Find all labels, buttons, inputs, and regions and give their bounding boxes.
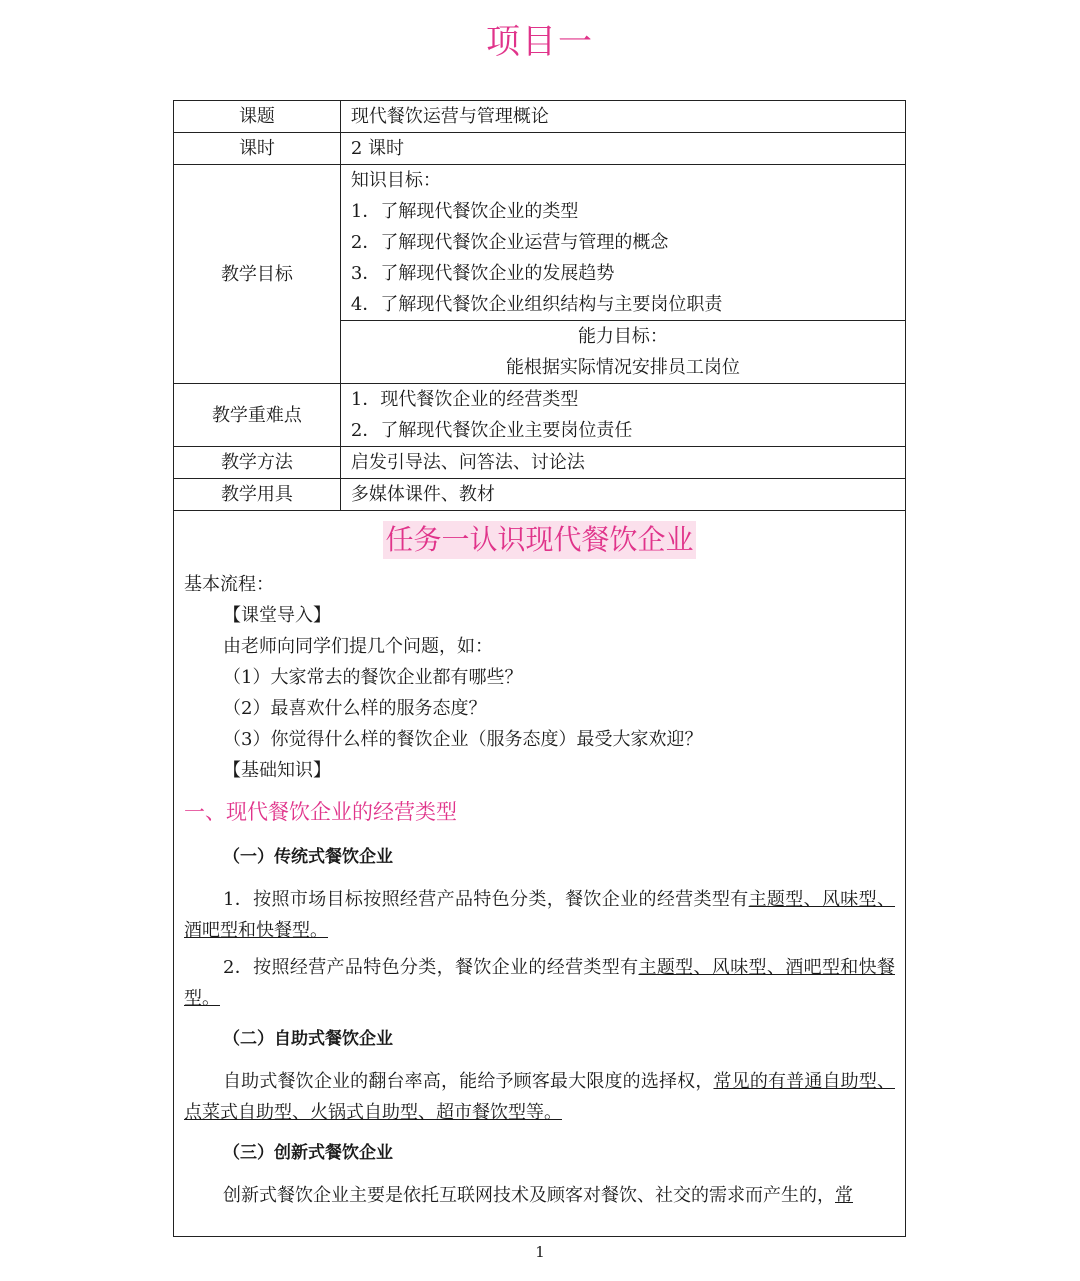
goals-knowledge-row (174, 165, 905, 321)
subsection-heading: （二）自助式餐饮企业 (223, 1029, 393, 1049)
info-table (174, 101, 905, 511)
question-item: （2）最喜欢什么样的服务态度？ (223, 698, 487, 719)
list-item: 2．了解现代餐饮企业运营与管理的概念 (350, 232, 669, 253)
paragraph: 自助式餐饮企业的翻台率高，能给予顾客最大限度的选择权，常见的有普通自助型、点菜式自助型、火锅式自助型、超市餐饮型等。 (184, 1071, 895, 1123)
knowledge-heading: 知识目标： (350, 170, 441, 191)
knowledge-goals (340, 165, 905, 321)
key-points (340, 384, 905, 447)
paragraph: 创新式餐饮企业主要是依托互联网技术及顾客对餐饮、社交的需求而产生的，常 (223, 1185, 853, 1206)
intro-text: 由老师向同学们提几个问题，如： (223, 636, 493, 657)
tools-value: 多媒体课件、教材 (340, 479, 905, 511)
flow-label: 基本流程： (184, 574, 274, 595)
subsection-heading: （一）传统式餐饮企业 (223, 847, 393, 867)
tools-row (174, 479, 905, 511)
task-title: 任务一认识现代餐饮企业 (383, 521, 695, 559)
list-item: 1．了解现代餐饮企业的类型 (350, 201, 579, 222)
underlined-text: 常见的有普通自助型、点菜式自助型、火锅式自助型、超市餐饮型等。 (184, 1071, 895, 1123)
basics-tag: 【基础知识】 (223, 760, 331, 781)
method-value: 启发引导法、问答法、讨论法 (340, 447, 905, 479)
paragraph: 1．按照市场目标按照经营产品特色分类，餐饮企业的经营类型有主题型、风味型、酒吧型和快餐型。 (184, 889, 896, 941)
method-row (174, 447, 905, 479)
topic-value: 现代餐饮运营与管理概论 (340, 101, 905, 133)
lesson-body (174, 511, 905, 1211)
tools-label: 教学用具 (174, 479, 340, 511)
page-title: 项目一 (486, 22, 594, 62)
question-item: （1）大家常去的餐饮企业都有哪些？ (223, 667, 523, 688)
ability-goals (340, 321, 905, 384)
list-item: 2．了解现代餐饮企业主要岗位责任 (350, 420, 633, 441)
method-label: 教学方法 (174, 447, 340, 479)
ability-heading: 能力目标： (577, 326, 668, 347)
list-item: 1．现代餐饮企业的经营类型 (350, 389, 579, 410)
page-number: 1 (535, 1243, 545, 1261)
underlined-text: 主题型、风味型、酒吧型和快餐型。 (184, 889, 896, 941)
list-item: 3．了解现代餐饮企业的发展趋势 (350, 263, 615, 284)
key-points-row (174, 384, 905, 447)
section-heading: 一、现代餐饮企业的经营类型 (184, 800, 457, 824)
key-label: 教学重难点 (174, 384, 340, 447)
hours-value: 2 课时 (340, 133, 905, 165)
topic-row (174, 101, 905, 133)
goals-label: 教学目标 (174, 165, 340, 384)
hours-label: 课时 (174, 133, 340, 165)
list-item: 能根据实际情况安排员工岗位 (505, 357, 740, 378)
paragraph: 2．按照经营产品特色分类，餐饮企业的经营类型有主题型、风味型、酒吧型和快餐型。 (184, 957, 895, 1009)
intro-tag: 【课堂导入】 (223, 605, 331, 626)
list-item: 4．了解现代餐饮企业组织结构与主要岗位职责 (350, 294, 723, 315)
question-item: （3）你觉得什么样的餐饮企业（服务态度）最受大家欢迎？ (223, 729, 703, 750)
hours-row (174, 133, 905, 165)
underlined-text: 主题型、风味型、酒吧型和快餐型。 (184, 957, 895, 1009)
underlined-text: 常 (835, 1185, 853, 1206)
topic-label: 课题 (174, 101, 340, 133)
lesson-plan-table (173, 100, 906, 1237)
subsection-heading: （三）创新式餐饮企业 (223, 1143, 393, 1163)
